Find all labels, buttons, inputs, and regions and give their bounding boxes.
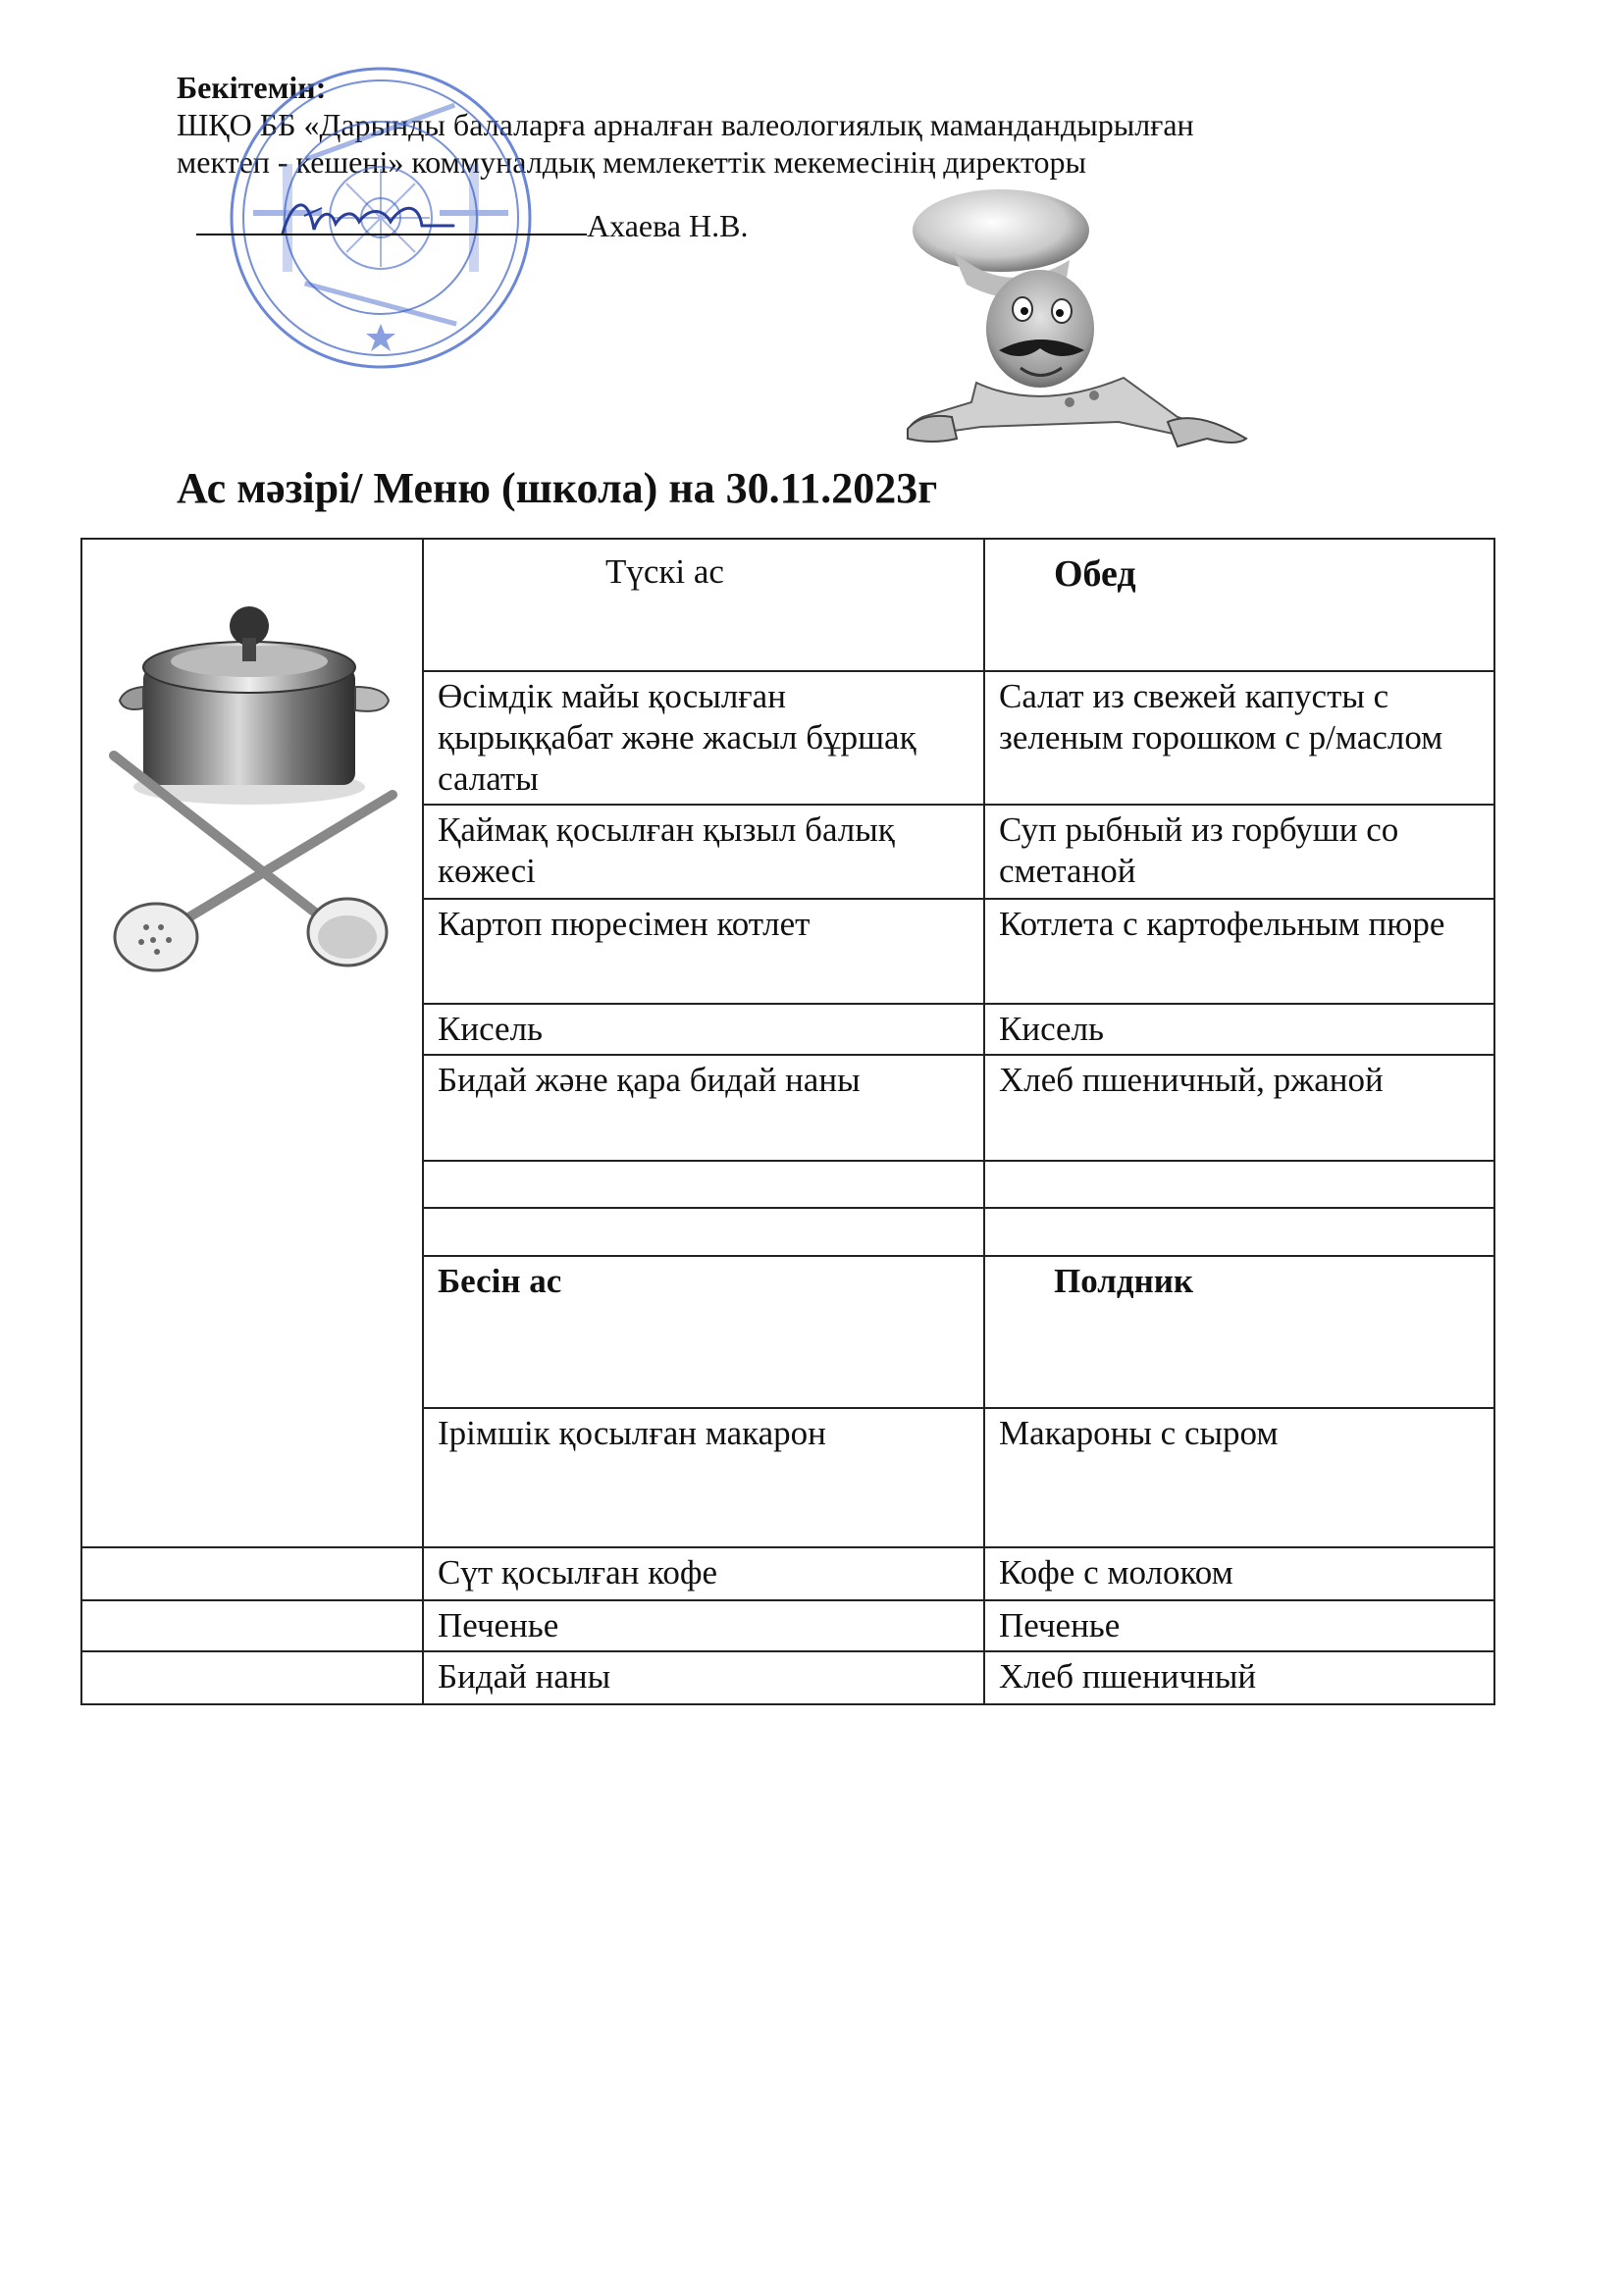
lunch-header-kz: Түскі ас	[423, 539, 984, 671]
lunch-item-ru: Кисель	[984, 1004, 1494, 1055]
lunch-item-ru: Салат из свежей капусты с зеленым горошком с р/маслом	[984, 671, 1494, 805]
cooking-pot-icon	[102, 599, 406, 991]
chef-illustration	[883, 182, 1276, 456]
snack-item-kz: Ірімшік қосылған макарон	[423, 1408, 984, 1547]
snack-item-kz: Бидай наны	[423, 1651, 984, 1704]
table-row	[81, 1651, 1494, 1704]
table-row	[81, 1547, 1494, 1600]
snack-item-ru: Хлеб пшеничный	[984, 1651, 1494, 1704]
image-cell	[81, 539, 423, 1547]
lunch-item-kz: Кисель	[423, 1004, 984, 1055]
menu-title: Ас мәзірі/ Меню (школа) на 30.11.2023г	[177, 464, 938, 512]
snack-item-kz: Сүт қосылған кофе	[423, 1547, 984, 1600]
table-row	[81, 1600, 1494, 1651]
lunch-item-ru: Котлета с картофельным пюре	[984, 899, 1494, 1004]
director-name: Ахаева Н.В.	[587, 208, 749, 243]
snack-header-ru: Полдник	[984, 1256, 1494, 1408]
lunch-item-kz: Қаймақ қосылған қызыл балық көжесі	[423, 805, 984, 899]
lunch-header-row	[81, 539, 1494, 671]
signature-line	[196, 234, 587, 235]
menu-table	[80, 538, 1495, 1705]
approval-line-2: мектеп - кешені» коммуналдық мемлекеттік мекемесінің директоры	[177, 144, 1086, 180]
lunch-item-kz: Өсімдік майы қосылған қырыққабат және жасыл бұршақ салаты	[423, 671, 984, 805]
snack-item-kz: Печенье	[423, 1600, 984, 1651]
lunch-item-ru: Суп рыбный из горбуши со сметаной	[984, 805, 1494, 899]
lunch-item-ru: Хлеб пшеничный, ржаной	[984, 1055, 1494, 1161]
approval-label: Бекітемін:	[177, 70, 327, 105]
snack-header-kz: Бесін ас	[423, 1256, 984, 1408]
lunch-header-ru: Обед	[984, 539, 1494, 671]
director-signature	[275, 186, 461, 245]
snack-item-ru: Кофе с молоком	[984, 1547, 1494, 1600]
snack-item-ru: Печенье	[984, 1600, 1494, 1651]
lunch-item-kz: Бидай және қара бидай наны	[423, 1055, 984, 1161]
snack-item-ru: Макароны с сыром	[984, 1408, 1494, 1547]
lunch-item-kz: Картоп пюресімен котлет	[423, 899, 984, 1004]
approval-line-1: ШҚО ББ «Дарынды балаларға арналған валеологиялық мамандандырылған	[177, 107, 1194, 142]
